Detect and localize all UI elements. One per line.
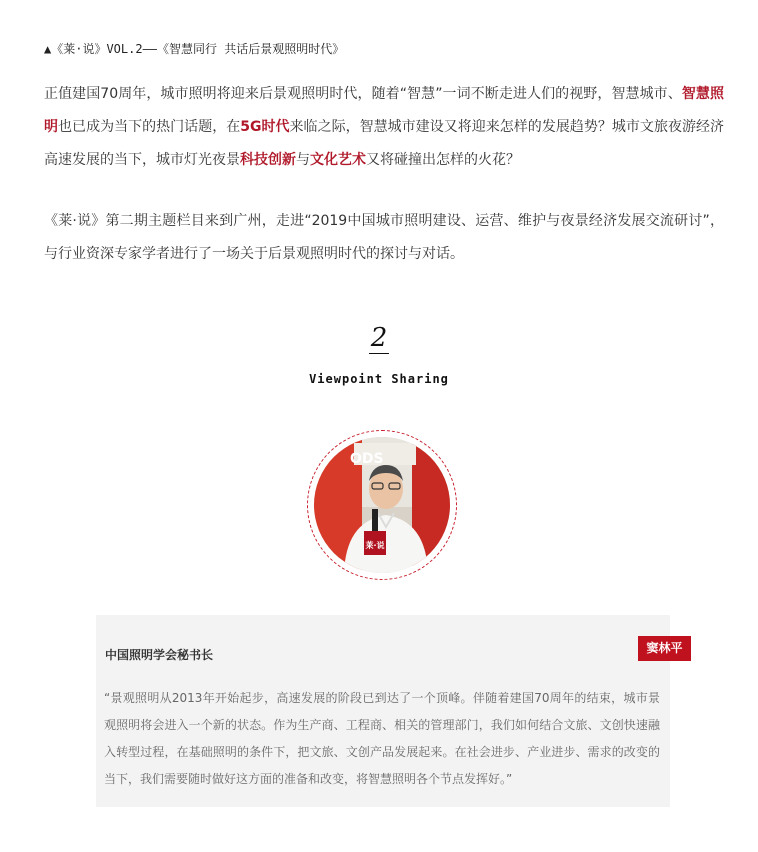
section-number xyxy=(0,320,758,356)
speaker-photo xyxy=(314,437,450,573)
speaker-name-badge: 窦林平 xyxy=(638,636,691,661)
intro-text-4: 与 xyxy=(296,152,310,168)
intro-text-3: 来临之际，智慧城市建设又将迎来怎样的发展趋势？城市文旅夜游经济高速发展的当下，城市灯光夜景 xyxy=(44,119,725,168)
intro-text-5: 又将碰撞出怎样的火花？ xyxy=(366,152,520,168)
intro-text-1: 正值建国70周年，城市照明将迎来后景观照明时代，随着“智慧”一词不断走进人们的视野，智慧城市、 xyxy=(44,86,682,102)
speaker-role: 中国照明学会秘书长 xyxy=(105,648,214,662)
section-number-text: 2 xyxy=(370,323,388,353)
event-paragraph: 《莱·说》第二期主题栏目来到广州，走进“2019中国城市照明建设、运营、维护与夜景经济发展交流研讨”，与行业资深专家学者进行了一场关于后景观照明时代的探讨与对话。 xyxy=(44,213,724,262)
highlight-5g-era: 5G时代 xyxy=(240,119,290,135)
section-subtitle: Viewpoint Sharing xyxy=(309,372,449,386)
speaker-avatar xyxy=(314,437,450,573)
speaker-quote: “景观照明从2013年开始起步，高速发展的阶段已到达了一个顶峰。伴随着建国70周年的结束，城市景观照明将会进入一个新的状态。作为生产商、工程商、相关的管理部门，我们如何结合文旅、文创快速融入转型过程，在基础照明的条件下，把文旅、文创产品发展起来。在社会进步、产业进步、需求的改变的当下，我们需要随时做好这方面的准备和改变，将智慧照明各个节点发挥好。” xyxy=(104,691,660,786)
highlight-smart-lighting: 智慧照明 xyxy=(44,86,724,135)
highlight-tech-innovation: 科技创新 xyxy=(240,152,296,168)
intro-paragraph xyxy=(44,78,724,177)
backdrop-sign: ODS xyxy=(350,451,384,467)
image-caption: ▲《莱·说》VOL.2——《智慧同行 共话后景观照明时代》 xyxy=(44,42,345,56)
intro-text-2: 也已成为当下的热门话题，在 xyxy=(58,119,241,135)
highlight-culture-art: 文化艺术 xyxy=(310,152,366,168)
mic-flag-label: 莱·说 xyxy=(365,541,385,550)
